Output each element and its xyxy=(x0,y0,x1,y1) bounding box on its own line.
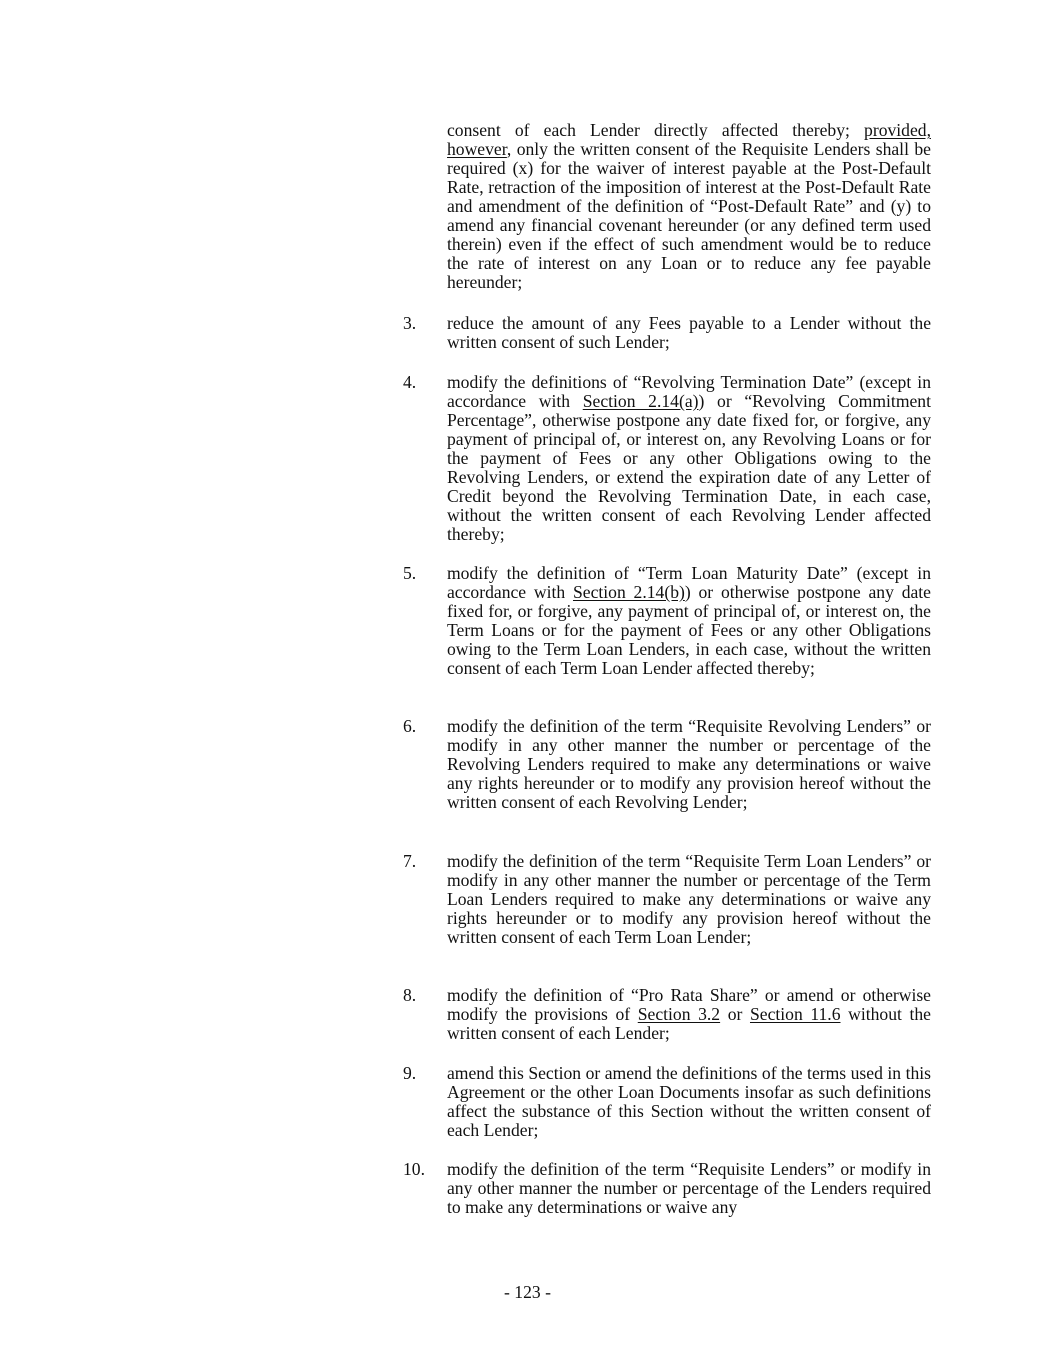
item-text: modify the definition of “Term Loan Maturity Date” (except in accordance with Section 2.14(b)) or otherwise postpone any date fixed for, or forgive, any payment of principal of, or interest on, the Term Loans or for the payment of Fees or any other Obligations owing to the Term Loan Lenders, in each case, without the written consent of each Term Loan Lender affected thereby; xyxy=(447,563,931,678)
list-item xyxy=(403,373,931,544)
provided-however-term: provided, however xyxy=(447,120,931,159)
item-number: 6. xyxy=(403,716,417,736)
item-number: 7. xyxy=(403,851,417,871)
list-item xyxy=(403,1064,931,1140)
continuation-text: consent of each Lender directly affected thereby; xyxy=(447,120,865,140)
continuation-paragraph xyxy=(447,121,931,292)
item-number: 10. xyxy=(403,1159,425,1179)
item-text: amend this Section or amend the definitions of the terms used in this Agreement or the other Loan Documents insofar as such definitions affect the substance of this Section without the written consent of each Lender; xyxy=(447,1063,931,1140)
section-reference: Section 2.14(a) xyxy=(582,391,699,411)
item-number: 9. xyxy=(403,1063,417,1083)
item-text: modify the definition of the term “Requisite Lenders” or modify in any other manner the number or percentage of the Lenders required to make any determinations or waive any xyxy=(447,1159,931,1217)
page-number: - 123 - xyxy=(504,1282,551,1302)
item-number: 8. xyxy=(403,985,417,1005)
item-text: modify the definitions of “Revolving Termination Date” (except in accordance with Section 2.14(a)) or “Revolving Commitment Percentage”, otherwise postpone any date fixed for, or forgive, any payment of principal of, or interest on, any Revolving Loans or for the payment of Fees or any other Obligations owing to the Revolving Lenders, or extend the expiration date of any Letter of Credit beyond the Revolving Termination Date, in each case, without the written consent of each Revolving Lender affected thereby; xyxy=(447,372,931,544)
item-number: 4. xyxy=(403,372,417,392)
list-item xyxy=(403,852,931,947)
list-item xyxy=(403,564,931,678)
list-item xyxy=(403,986,931,1043)
section-reference: Section 3.2 xyxy=(637,1004,721,1024)
list-item xyxy=(403,314,931,352)
section-reference: Section 2.14(b) xyxy=(572,582,685,602)
item-number: 3. xyxy=(403,313,417,333)
list-item xyxy=(403,717,931,812)
item-text: modify the definition of the term “Requisite Term Loan Lenders” or modify in any other manner the number or percentage of the Term Loan Lenders required to make any determinations or waive any rights hereunder or to modify any provision hereof without the written consent of each Term Loan Lender; xyxy=(447,851,931,947)
list-item xyxy=(403,1160,931,1217)
item-text: modify the definition of “Pro Rata Share” or amend or otherwise modify the provisions of Section 3.2 or Section 11.6 without the written consent of each Lender; xyxy=(447,985,931,1043)
item-text: reduce the amount of any Fees payable to a Lender without the written consent of such Lender; xyxy=(447,313,931,352)
item-text: modify the definition of the term “Requisite Revolving Lenders” or modify in any other manner the number or percentage of the Revolving Lenders required to make any determinations or waive any rights hereunder or to modify any provision hereof without the written consent of each Revolving Lender; xyxy=(447,716,931,812)
section-reference: Section 11.6 xyxy=(749,1004,841,1024)
item-number: 5. xyxy=(403,563,417,583)
continuation-text-end: , only the written consent of the Requisite Lenders shall be required (x) for the waiver of interest payable at the Post-Default Rate, retraction of the imposition of interest at the Post-Default Rate and amendment of the definition of “Post-Default Rate” and (y) to amend any financial covenant hereunder (or any defined term used therein) even if the effect of such amendment would be to reduce the rate of interest on any Loan or to reduce any fee payable hereunder; xyxy=(447,139,931,292)
